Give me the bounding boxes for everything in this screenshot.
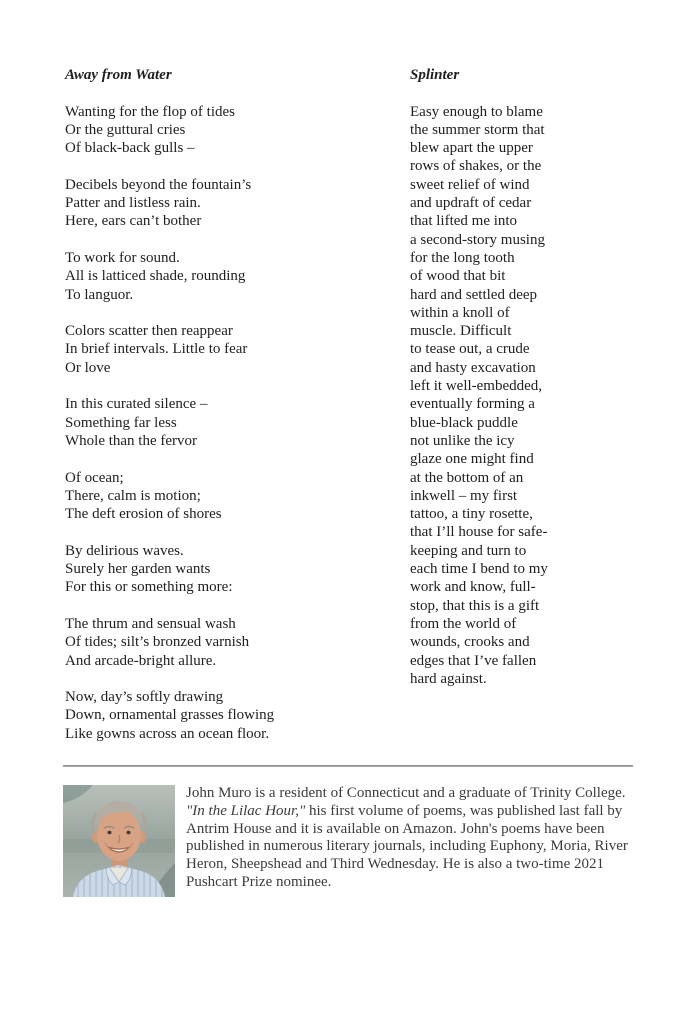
poem-stanza	[65, 249, 410, 304]
poem-line: blue-black puddle	[410, 414, 518, 431]
bio-text-run: his first volume of poems, was published last fall by Antrim House and it is available on Amazon. John's poems have been published in numerous literary journals, including Euphony, Moria, River Heron, Sheepshead and Third Wednesday. He is also a two-time 2021 Pushcart Prize nominee.	[186, 802, 628, 890]
poem-line: Whole than the fervor	[65, 432, 198, 449]
poem-line: Wanting for the flop of tides	[65, 103, 236, 120]
author-photo-image	[63, 785, 175, 897]
poem-line: All is latticed shade, rounding	[65, 268, 246, 285]
poem-line: muscle. Difficult	[410, 323, 512, 340]
poem-title: Away from Water	[65, 67, 172, 83]
poem-line: The thrum and sensual wash	[65, 615, 236, 632]
poem-columns	[65, 66, 696, 743]
poem-line: hard against.	[410, 670, 487, 687]
poem-line: Easy enough to blame	[410, 103, 543, 120]
poem-line: to tease out, a crude	[410, 341, 530, 358]
poem-line: To languor.	[65, 286, 134, 303]
poem-line: work and know, full-	[410, 579, 536, 596]
poem-line: To work for sound.	[65, 249, 180, 266]
poem-line: hard and settled deep	[410, 286, 538, 303]
poem-line: For this or something more:	[65, 579, 233, 596]
poem-line: Or love	[65, 359, 111, 376]
poem-line: at the bottom of an	[410, 469, 524, 486]
poem-line: within a knoll of	[410, 304, 510, 321]
poem-line: edges that I’ve fallen	[410, 652, 537, 669]
poem-line: In this curated silence –	[65, 396, 208, 413]
poem-line: sweet relief of wind	[410, 176, 530, 193]
poem-line: not unlike the icy	[410, 432, 515, 449]
poem-line: Of ocean;	[65, 469, 124, 486]
author-bio	[63, 785, 635, 897]
poem-line: for the long tooth	[410, 249, 515, 266]
poem-line: keeping and turn to	[410, 542, 527, 559]
poem-line: that lifted me into	[410, 213, 518, 230]
poem-stanza	[65, 322, 410, 377]
poem-body	[410, 103, 696, 689]
poem-line: By delirious waves.	[65, 542, 184, 559]
poem-splinter	[410, 66, 696, 743]
poem-line: wounds, crooks and	[410, 634, 530, 651]
poem-line: of wood that bit	[410, 268, 506, 285]
poem-stanza	[65, 688, 410, 743]
poem-line: Or the guttural cries	[65, 121, 186, 138]
poem-line: and updraft of cedar	[410, 195, 532, 212]
poem-line: The deft erosion of shores	[65, 506, 222, 523]
poem-line: Of tides; silt’s bronzed varnish	[65, 634, 250, 651]
poem-line: that I’ll house for safe-	[410, 524, 548, 541]
poem-line: eventually forming a	[410, 396, 535, 413]
poem-line: and hasty excavation	[410, 359, 536, 376]
poem-stanza	[65, 395, 410, 450]
poem-line: Of black-back gulls –	[65, 140, 195, 157]
poem-line: Like gowns across an ocean floor.	[65, 725, 270, 742]
poem-line: inkwell – my first	[410, 487, 518, 504]
poem-line: Here, ears can’t bother	[65, 213, 202, 230]
poem-line: the summer storm that	[410, 121, 545, 138]
poem-line: glaze one might find	[410, 451, 534, 468]
poem-stanza	[65, 469, 410, 524]
poem-line: stop, that this is a gift	[410, 597, 540, 614]
poem-stanza	[65, 176, 410, 231]
poem-line: Patter and listless rain.	[65, 195, 201, 212]
poem-stanza	[65, 542, 410, 597]
poem-title: Splinter	[410, 67, 460, 83]
poem-line: left it well-embedded,	[410, 378, 543, 395]
poem-line: Decibels beyond the fountain’s	[65, 176, 252, 193]
poem-line: In brief intervals. Little to fear	[65, 341, 248, 358]
poem-stanza	[65, 615, 410, 670]
poem-line: tattoo, a tiny rosette,	[410, 506, 533, 523]
bio-text-run: John Muro is a resident of Connecticut and a graduate of Trinity College.	[186, 784, 626, 801]
poem-line: blew apart the upper	[410, 140, 533, 157]
poem-away-from-water	[65, 66, 410, 743]
bio-book-title: "In the Lilac Hour,"	[186, 802, 306, 819]
poem-line: Surely her garden wants	[65, 561, 211, 578]
poem-line: a second-story musing	[410, 231, 545, 248]
poem-stanza	[65, 103, 410, 158]
poem-line: Down, ornamental grasses flowing	[65, 707, 275, 724]
poem-stanza	[410, 103, 696, 689]
poem-line: rows of shakes, or the	[410, 158, 542, 175]
poem-line: There, calm is motion;	[65, 487, 201, 504]
poem-line: And arcade-bright allure.	[65, 652, 217, 669]
author-photo	[63, 785, 175, 897]
poem-line: each time I bend to my	[410, 561, 548, 578]
section-divider	[63, 765, 633, 767]
poem-line: from the world of	[410, 615, 517, 632]
poem-line: Now, day’s softly drawing	[65, 689, 224, 706]
poem-body	[65, 103, 410, 743]
poem-line: Colors scatter then reappear	[65, 323, 233, 340]
poem-line: Something far less	[65, 414, 177, 431]
author-bio-text	[186, 785, 635, 897]
